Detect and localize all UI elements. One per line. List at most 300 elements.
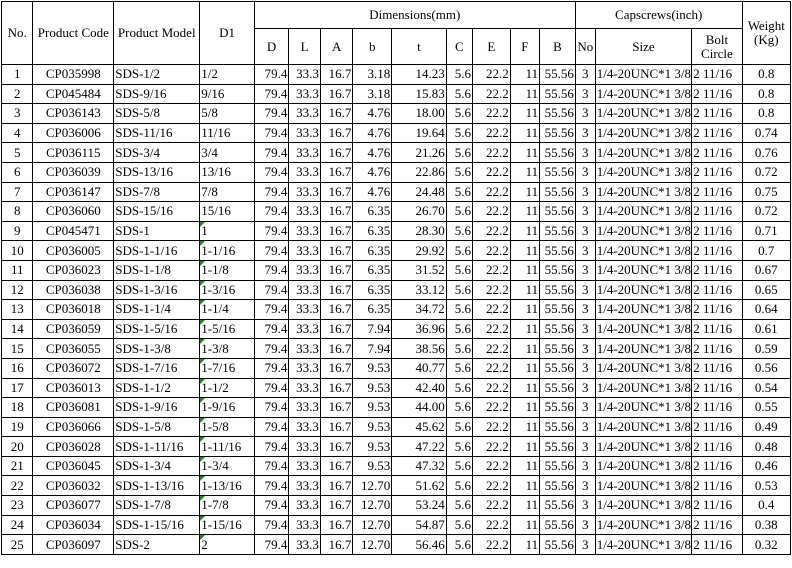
cell-cap-no: 3 [575, 339, 595, 359]
cell-size: 1/4-20UNC*1 3/8 [595, 378, 692, 398]
cell-B: 55.56 [540, 319, 576, 339]
cell-D: 79.4 [254, 535, 289, 555]
cell-bolt-circle: 2 11/16 [692, 339, 742, 359]
cell-B: 55.56 [540, 300, 576, 320]
cell-product-model: SDS-1-3/16 [114, 280, 200, 300]
cell-bolt-circle: 2 11/16 [692, 417, 742, 437]
header-L: L [289, 29, 320, 65]
cell-b: 9.53 [353, 358, 392, 378]
table-row [2, 437, 791, 457]
cell-product-code: CP036077 [33, 496, 114, 516]
cell-weight: 0.64 [742, 300, 790, 320]
table-row [2, 65, 791, 85]
cell-size: 1/4-20UNC*1 3/8 [595, 65, 692, 85]
cell-D: 79.4 [254, 496, 289, 516]
cell-b: 6.35 [353, 300, 392, 320]
cell-size: 1/4-20UNC*1 3/8 [595, 300, 692, 320]
cell-F: 11 [510, 437, 539, 457]
cell-size: 1/4-20UNC*1 3/8 [595, 221, 692, 241]
cell-no: 21 [2, 456, 33, 476]
cell-B: 55.56 [540, 84, 576, 104]
cell-t: 22.86 [392, 162, 447, 182]
cell-B: 55.56 [540, 339, 576, 359]
cell-size: 1/4-20UNC*1 3/8 [595, 535, 692, 555]
cell-d1: 1-9/16 [200, 398, 255, 418]
cell-F: 11 [510, 417, 539, 437]
cell-F: 11 [510, 358, 539, 378]
cell-A: 16.7 [320, 123, 353, 143]
cell-L: 33.3 [289, 515, 320, 535]
cell-L: 33.3 [289, 398, 320, 418]
cell-A: 16.7 [320, 143, 353, 163]
cell-D: 79.4 [254, 300, 289, 320]
cell-no: 14 [2, 319, 33, 339]
cell-F: 11 [510, 65, 539, 85]
cell-b: 9.53 [353, 437, 392, 457]
cell-cap-no: 3 [575, 123, 595, 143]
cell-weight: 0.72 [742, 202, 790, 222]
cell-size: 1/4-20UNC*1 3/8 [595, 496, 692, 516]
cell-weight: 0.67 [742, 260, 790, 280]
cell-L: 33.3 [289, 104, 320, 124]
cell-product-model: SDS-1-15/16 [114, 515, 200, 535]
cell-size: 1/4-20UNC*1 3/8 [595, 280, 692, 300]
header-d1: D1 [200, 2, 255, 65]
cell-F: 11 [510, 182, 539, 202]
cell-C: 5.6 [446, 84, 472, 104]
cell-cap-no: 3 [575, 476, 595, 496]
cell-bolt-circle: 2 11/16 [692, 221, 742, 241]
cell-C: 5.6 [446, 535, 472, 555]
cell-product-code: CP036018 [33, 300, 114, 320]
cell-E: 22.2 [472, 358, 510, 378]
cell-product-model: SDS-9/16 [114, 84, 200, 104]
cell-C: 5.6 [446, 339, 472, 359]
cell-F: 11 [510, 398, 539, 418]
cell-D: 79.4 [254, 437, 289, 457]
cell-A: 16.7 [320, 202, 353, 222]
cell-d1: 2 [200, 535, 255, 555]
cell-L: 33.3 [289, 123, 320, 143]
cell-product-model: SDS-1-11/16 [114, 437, 200, 457]
cell-weight: 0.48 [742, 437, 790, 457]
cell-L: 33.3 [289, 535, 320, 555]
header-no: No. [2, 2, 33, 65]
cell-A: 16.7 [320, 437, 353, 457]
cell-weight: 0.8 [742, 104, 790, 124]
cell-size: 1/4-20UNC*1 3/8 [595, 456, 692, 476]
cell-A: 16.7 [320, 260, 353, 280]
cell-size: 1/4-20UNC*1 3/8 [595, 260, 692, 280]
cell-B: 55.56 [540, 221, 576, 241]
cell-B: 55.56 [540, 476, 576, 496]
cell-E: 22.2 [472, 162, 510, 182]
cell-C: 5.6 [446, 202, 472, 222]
cell-cap-no: 3 [575, 398, 595, 418]
header-cap-no: No [575, 29, 595, 65]
cell-E: 22.2 [472, 65, 510, 85]
cell-d1: 1-1/8 [200, 260, 255, 280]
cell-B: 55.56 [540, 417, 576, 437]
cell-weight: 0.56 [742, 358, 790, 378]
cell-C: 5.6 [446, 398, 472, 418]
cell-t: 47.22 [392, 437, 447, 457]
cell-d1: 5/8 [200, 104, 255, 124]
cell-cap-no: 3 [575, 456, 595, 476]
cell-weight: 0.46 [742, 456, 790, 476]
cell-no: 6 [2, 162, 33, 182]
cell-cap-no: 3 [575, 65, 595, 85]
cell-E: 22.2 [472, 496, 510, 516]
table-row [2, 398, 791, 418]
cell-F: 11 [510, 535, 539, 555]
cell-product-code: CP036013 [33, 378, 114, 398]
cell-d1: 1-1/2 [200, 378, 255, 398]
cell-d1: 13/16 [200, 162, 255, 182]
cell-product-model: SDS-1-1/16 [114, 241, 200, 261]
cell-F: 11 [510, 202, 539, 222]
cell-product-code: CP036066 [33, 417, 114, 437]
header-D: D [254, 29, 289, 65]
cell-F: 11 [510, 515, 539, 535]
table-body [2, 65, 791, 555]
header-size: Size [595, 29, 692, 65]
cell-B: 55.56 [540, 182, 576, 202]
cell-D: 79.4 [254, 241, 289, 261]
cell-product-model: SDS-1-7/8 [114, 496, 200, 516]
cell-cap-no: 3 [575, 260, 595, 280]
table-row [2, 515, 791, 535]
cell-d1: 7/8 [200, 182, 255, 202]
cell-E: 22.2 [472, 319, 510, 339]
cell-B: 55.56 [540, 378, 576, 398]
cell-E: 22.2 [472, 398, 510, 418]
cell-product-model: SDS-1-13/16 [114, 476, 200, 496]
cell-F: 11 [510, 260, 539, 280]
cell-product-code: CP036097 [33, 535, 114, 555]
cell-size: 1/4-20UNC*1 3/8 [595, 358, 692, 378]
cell-t: 14.23 [392, 65, 447, 85]
cell-b: 6.35 [353, 221, 392, 241]
cell-product-code: CP036034 [33, 515, 114, 535]
cell-B: 55.56 [540, 260, 576, 280]
header-bolt-circle: Bolt Circle [692, 29, 742, 65]
cell-no: 25 [2, 535, 33, 555]
cell-B: 55.56 [540, 398, 576, 418]
table-row [2, 456, 791, 476]
cell-cap-no: 3 [575, 319, 595, 339]
cell-b: 12.70 [353, 535, 392, 555]
cell-C: 5.6 [446, 378, 472, 398]
cell-D: 79.4 [254, 319, 289, 339]
table-row [2, 260, 791, 280]
cell-size: 1/4-20UNC*1 3/8 [595, 241, 692, 261]
cell-D: 79.4 [254, 378, 289, 398]
cell-weight: 0.7 [742, 241, 790, 261]
table-row [2, 300, 791, 320]
header-t: t [392, 29, 447, 65]
cell-d1: 9/16 [200, 84, 255, 104]
cell-cap-no: 3 [575, 358, 595, 378]
cell-d1: 1 [200, 221, 255, 241]
cell-d1: 1-7/16 [200, 358, 255, 378]
cell-cap-no: 3 [575, 417, 595, 437]
cell-C: 5.6 [446, 437, 472, 457]
cell-size: 1/4-20UNC*1 3/8 [595, 398, 692, 418]
cell-no: 18 [2, 398, 33, 418]
cell-B: 55.56 [540, 456, 576, 476]
cell-bolt-circle: 2 11/16 [692, 162, 742, 182]
cell-d1: 1-7/8 [200, 496, 255, 516]
cell-b: 9.53 [353, 456, 392, 476]
table-row [2, 221, 791, 241]
cell-weight: 0.54 [742, 378, 790, 398]
cell-t: 51.62 [392, 476, 447, 496]
cell-E: 22.2 [472, 104, 510, 124]
header-A: A [320, 29, 353, 65]
cell-t: 53.24 [392, 496, 447, 516]
cell-A: 16.7 [320, 496, 353, 516]
cell-F: 11 [510, 104, 539, 124]
cell-b: 4.76 [353, 182, 392, 202]
cell-bolt-circle: 2 11/16 [692, 456, 742, 476]
cell-size: 1/4-20UNC*1 3/8 [595, 339, 692, 359]
cell-size: 1/4-20UNC*1 3/8 [595, 476, 692, 496]
cell-b: 6.35 [353, 241, 392, 261]
table-row [2, 202, 791, 222]
cell-d1: 1-5/8 [200, 417, 255, 437]
cell-L: 33.3 [289, 456, 320, 476]
cell-cap-no: 3 [575, 378, 595, 398]
cell-product-code: CP045471 [33, 221, 114, 241]
cell-b: 3.18 [353, 65, 392, 85]
cell-B: 55.56 [540, 202, 576, 222]
cell-L: 33.3 [289, 84, 320, 104]
cell-C: 5.6 [446, 143, 472, 163]
cell-D: 79.4 [254, 123, 289, 143]
cell-b: 3.18 [353, 84, 392, 104]
header-product-code: Product Code [33, 2, 114, 65]
cell-product-model: SDS-13/16 [114, 162, 200, 182]
cell-size: 1/4-20UNC*1 3/8 [595, 84, 692, 104]
cell-product-model: SDS-7/8 [114, 182, 200, 202]
cell-D: 79.4 [254, 221, 289, 241]
cell-C: 5.6 [446, 476, 472, 496]
cell-A: 16.7 [320, 221, 353, 241]
cell-d1: 1-3/4 [200, 456, 255, 476]
cell-d1: 1/2 [200, 65, 255, 85]
cell-no: 5 [2, 143, 33, 163]
cell-size: 1/4-20UNC*1 3/8 [595, 123, 692, 143]
cell-product-model: SDS-1-1/8 [114, 260, 200, 280]
cell-C: 5.6 [446, 417, 472, 437]
cell-b: 9.53 [353, 378, 392, 398]
cell-C: 5.6 [446, 182, 472, 202]
cell-cap-no: 3 [575, 162, 595, 182]
cell-t: 56.46 [392, 535, 447, 555]
cell-weight: 0.55 [742, 398, 790, 418]
cell-F: 11 [510, 162, 539, 182]
cell-t: 44.00 [392, 398, 447, 418]
cell-b: 12.70 [353, 476, 392, 496]
cell-A: 16.7 [320, 535, 353, 555]
cell-no: 1 [2, 65, 33, 85]
cell-D: 79.4 [254, 202, 289, 222]
cell-size: 1/4-20UNC*1 3/8 [595, 202, 692, 222]
cell-bolt-circle: 2 11/16 [692, 280, 742, 300]
cell-weight: 0.4 [742, 496, 790, 516]
cell-product-code: CP036039 [33, 162, 114, 182]
table-row [2, 339, 791, 359]
cell-t: 38.56 [392, 339, 447, 359]
cell-product-code: CP036032 [33, 476, 114, 496]
cell-cap-no: 3 [575, 300, 595, 320]
cell-bolt-circle: 2 11/16 [692, 496, 742, 516]
cell-B: 55.56 [540, 437, 576, 457]
cell-F: 11 [510, 241, 539, 261]
cell-product-model: SDS-1-7/16 [114, 358, 200, 378]
cell-weight: 0.59 [742, 339, 790, 359]
cell-B: 55.56 [540, 143, 576, 163]
cell-A: 16.7 [320, 280, 353, 300]
cell-C: 5.6 [446, 496, 472, 516]
cell-cap-no: 3 [575, 143, 595, 163]
cell-d1: 1-3/8 [200, 339, 255, 359]
cell-cap-no: 3 [575, 104, 595, 124]
cell-product-model: SDS-1/2 [114, 65, 200, 85]
cell-F: 11 [510, 280, 539, 300]
header-b: b [353, 29, 392, 65]
cell-d1: 1-5/16 [200, 319, 255, 339]
cell-A: 16.7 [320, 456, 353, 476]
header-F: F [510, 29, 539, 65]
cell-E: 22.2 [472, 515, 510, 535]
cell-weight: 0.49 [742, 417, 790, 437]
cell-F: 11 [510, 123, 539, 143]
cell-product-model: SDS-1-3/8 [114, 339, 200, 359]
cell-C: 5.6 [446, 358, 472, 378]
cell-no: 10 [2, 241, 33, 261]
cell-t: 19.64 [392, 123, 447, 143]
cell-no: 16 [2, 358, 33, 378]
cell-no: 24 [2, 515, 33, 535]
cell-E: 22.2 [472, 123, 510, 143]
header-capscrews: Capscrews(inch) [575, 2, 742, 29]
cell-C: 5.6 [446, 241, 472, 261]
cell-product-code: CP045484 [33, 84, 114, 104]
cell-bolt-circle: 2 11/16 [692, 202, 742, 222]
table-row [2, 535, 791, 555]
cell-weight: 0.72 [742, 162, 790, 182]
cell-E: 22.2 [472, 535, 510, 555]
cell-cap-no: 3 [575, 221, 595, 241]
cell-cap-no: 3 [575, 84, 595, 104]
cell-bolt-circle: 2 11/16 [692, 182, 742, 202]
table-row [2, 378, 791, 398]
cell-C: 5.6 [446, 515, 472, 535]
cell-L: 33.3 [289, 417, 320, 437]
cell-B: 55.56 [540, 65, 576, 85]
cell-weight: 0.61 [742, 319, 790, 339]
cell-product-code: CP036055 [33, 339, 114, 359]
cell-bolt-circle: 2 11/16 [692, 143, 742, 163]
cell-b: 12.70 [353, 515, 392, 535]
table-row [2, 162, 791, 182]
cell-weight: 0.76 [742, 143, 790, 163]
cell-product-model: SDS-1 [114, 221, 200, 241]
cell-C: 5.6 [446, 260, 472, 280]
cell-size: 1/4-20UNC*1 3/8 [595, 319, 692, 339]
cell-size: 1/4-20UNC*1 3/8 [595, 143, 692, 163]
cell-C: 5.6 [446, 221, 472, 241]
cell-b: 12.70 [353, 496, 392, 516]
cell-t: 40.77 [392, 358, 447, 378]
cell-bolt-circle: 2 11/16 [692, 515, 742, 535]
cell-bolt-circle: 2 11/16 [692, 378, 742, 398]
cell-F: 11 [510, 456, 539, 476]
cell-bolt-circle: 2 11/16 [692, 535, 742, 555]
cell-weight: 0.65 [742, 280, 790, 300]
cell-t: 26.70 [392, 202, 447, 222]
cell-L: 33.3 [289, 496, 320, 516]
cell-F: 11 [510, 496, 539, 516]
cell-F: 11 [510, 339, 539, 359]
cell-L: 33.3 [289, 241, 320, 261]
cell-E: 22.2 [472, 182, 510, 202]
cell-A: 16.7 [320, 84, 353, 104]
cell-cap-no: 3 [575, 437, 595, 457]
cell-size: 1/4-20UNC*1 3/8 [595, 182, 692, 202]
cell-E: 22.2 [472, 241, 510, 261]
cell-product-model: SDS-2 [114, 535, 200, 555]
cell-t: 28.30 [392, 221, 447, 241]
cell-bolt-circle: 2 11/16 [692, 300, 742, 320]
cell-bolt-circle: 2 11/16 [692, 319, 742, 339]
cell-b: 6.35 [353, 202, 392, 222]
cell-bolt-circle: 2 11/16 [692, 476, 742, 496]
cell-bolt-circle: 2 11/16 [692, 358, 742, 378]
cell-E: 22.2 [472, 84, 510, 104]
cell-L: 33.3 [289, 221, 320, 241]
cell-C: 5.6 [446, 104, 472, 124]
cell-weight: 0.8 [742, 84, 790, 104]
cell-D: 79.4 [254, 260, 289, 280]
table-row [2, 319, 791, 339]
table-row [2, 417, 791, 437]
cell-no: 19 [2, 417, 33, 437]
table-row [2, 123, 791, 143]
cell-b: 6.35 [353, 280, 392, 300]
cell-E: 22.2 [472, 143, 510, 163]
cell-B: 55.56 [540, 123, 576, 143]
cell-A: 16.7 [320, 398, 353, 418]
table-row [2, 104, 791, 124]
cell-E: 22.2 [472, 280, 510, 300]
spec-table [1, 1, 791, 555]
cell-b: 9.53 [353, 398, 392, 418]
cell-L: 33.3 [289, 476, 320, 496]
header-C: C [446, 29, 472, 65]
cell-product-code: CP036060 [33, 202, 114, 222]
cell-B: 55.56 [540, 515, 576, 535]
cell-F: 11 [510, 300, 539, 320]
cell-cap-no: 3 [575, 515, 595, 535]
cell-no: 22 [2, 476, 33, 496]
cell-d1: 1-11/16 [200, 437, 255, 457]
cell-product-model: SDS-1-9/16 [114, 398, 200, 418]
cell-L: 33.3 [289, 319, 320, 339]
table-row [2, 280, 791, 300]
